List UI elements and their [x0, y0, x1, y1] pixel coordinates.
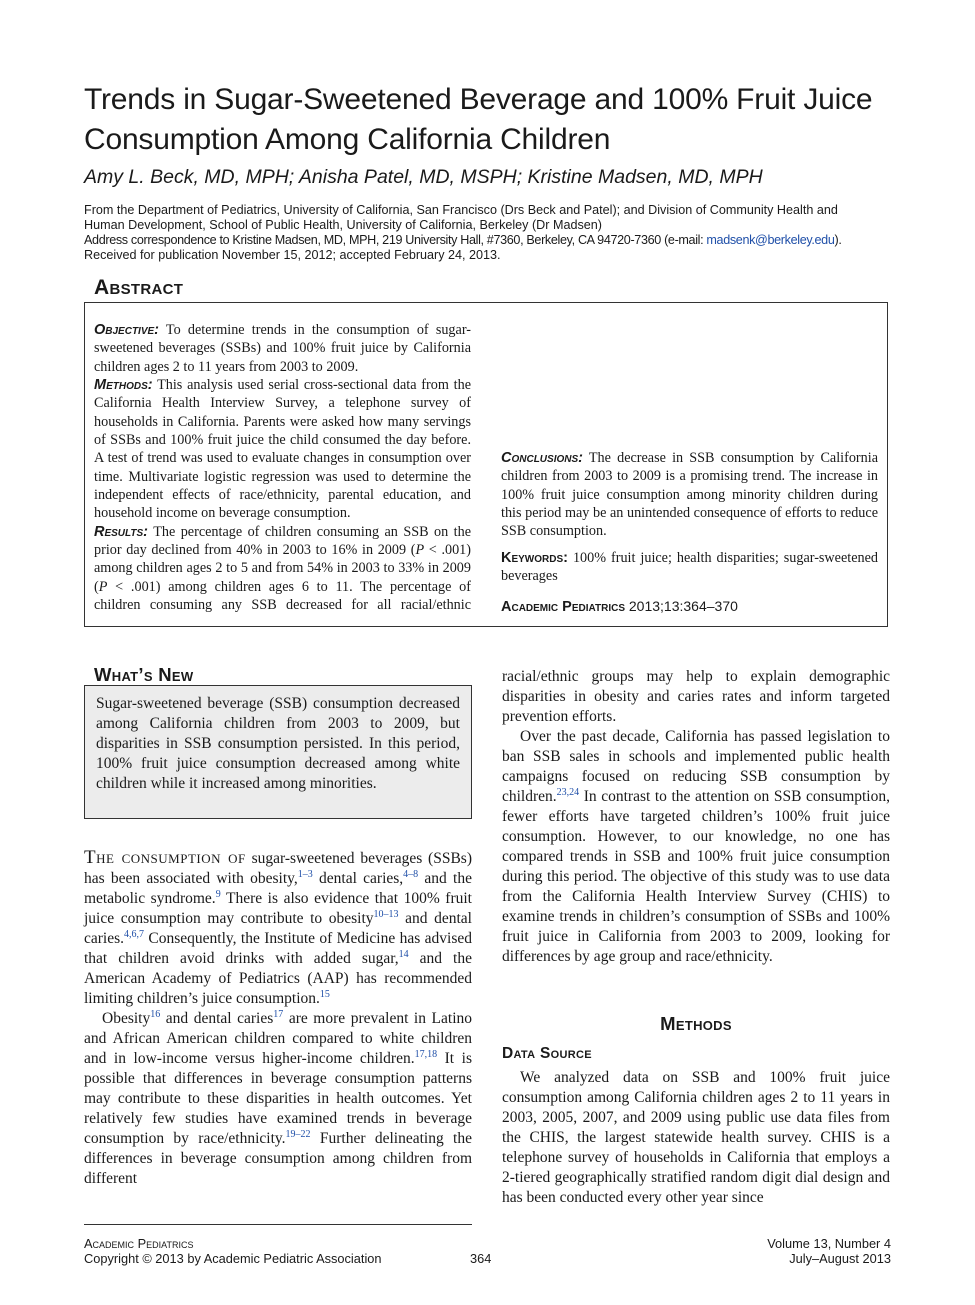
abstract-methods: [94, 376, 471, 523]
abstract-right-column: [501, 321, 878, 617]
abstract-objective: [94, 321, 471, 376]
body-text: sugar-sweetened beverages (SSBs) has been associated with obesity,: [84, 850, 472, 887]
abstract-left-column: [94, 321, 471, 615]
citation-ref[interactable]: 9: [215, 888, 221, 900]
citation-ref[interactable]: 16: [150, 1008, 161, 1020]
body-text: Over the past decade, California has passed legislation to ban SSB sales in schools and implemented public health campaigns focused on reducing SSB consumption by children.: [502, 728, 890, 805]
body-paragraph-3: racial/ethnic groups may help to explain demographic disparities in obesity and caries rates and inform targeted prevention efforts.: [502, 668, 890, 725]
author-list: Amy L. Beck, MD, MPH; Anisha Patel, MD, MSPH; Kristine Madsen, MD, MPH: [84, 166, 763, 188]
correspondence-line: [84, 233, 904, 248]
body-text: and dental caries: [160, 1010, 274, 1027]
paragraph-lead: The consumption of: [84, 847, 246, 868]
affiliation-block: [84, 203, 904, 263]
footer-copyright: Copyright © 2013 by Academic Pediatric Association: [84, 1251, 382, 1266]
citation-ref[interactable]: 1–3: [297, 868, 313, 880]
citation-journal: Academic Pediatrics: [501, 599, 625, 616]
title-line-1: Trends in Sugar-Sweetened Beverage and 100% Fruit Juice: [84, 83, 873, 116]
methods-label: Methods:: [94, 377, 153, 394]
citation-ref[interactable]: 17,18: [414, 1048, 438, 1060]
footer-divider: [84, 1224, 472, 1225]
data-source-text-block: [502, 1068, 890, 1208]
conclusions-label: Conclusions:: [501, 450, 583, 466]
results-p-value-2: P: [98, 578, 108, 595]
citation-ref[interactable]: 10–13: [373, 908, 399, 920]
body-text: and the American Academy of Pediatrics (AAP) has recommended limiting children’s juice consumption.: [84, 950, 472, 1007]
title-line-2: Consumption Among California Children: [84, 123, 611, 156]
body-text: dental caries,: [312, 870, 404, 887]
body-text: In contrast to the attention on SSB consumption, fewer efforts have targeted children’s 100% fruit juice consumption. However, to our knowledge, no one has compared trends in SSB and 100% fruit juice consumption during this period. The objective of this study was to use data from the California Health Interview Survey (CHIS) to examine trends in children’s consumption of SSBs and 100% fruit juice in California from 2003 to 2009, looking for differences by age group and race/ethnicity.: [502, 788, 890, 965]
footer-volume: Volume 13, Number 4: [767, 1236, 891, 1251]
affiliation-line-1: From the Department of Pediatrics, University of California, San Francisco (Drs Beck and Patel); and Division of Community Health and: [84, 203, 838, 217]
methods-heading: Methods: [660, 1013, 732, 1034]
body-paragraph-5: We analyzed data on SSB and 100% fruit juice consumption among California children ages 2 to 11 years in 2003, 2005, 2007, and 2009 using public use data files from the CHIS, the largest statewide health survey. CHIS is a telephone survey of households in California that employs a 2-tiered geographically stratified random digit dial design and has been conducted every other year since: [502, 1069, 890, 1206]
body-paragraph-4: [502, 727, 890, 967]
abstract-results: [94, 523, 471, 615]
objective-text: To determine trends in the consumption of sugar-sweetened beverages (SSBs) and 100% fruit juice by California children ages 2 to 11 years from 2003 to 2009.: [94, 322, 471, 375]
body-text: There is also evidence that 100% fruit juice consumption may contribute to obesity: [84, 890, 472, 927]
article-title: [84, 80, 904, 160]
body-text: It is possible that differences in beverage consumption patterns may contribute to these disparities in health outcomes. Yet relatively few studies have examined trends in beverage consumption by race/ethnicity.: [84, 1050, 472, 1147]
citation-ref: 2013;13:364–370: [625, 598, 738, 615]
body-text: Obesity: [102, 1010, 151, 1027]
citation-ref[interactable]: 17: [273, 1008, 284, 1020]
conclusions-paragraph: [501, 449, 878, 541]
footer-left: [84, 1236, 382, 1266]
correspondence-prefix: Address correspondence to Kristine Madsen, MD, MPH, 219 University Hall, #7360, Berkeley, CA 94720-7360 (e-mail:: [84, 233, 707, 247]
results-p-value-1: P: [415, 542, 425, 559]
body-text: Consequently, the Institute of Medicine has advised that children avoid drinks with added sugar,: [84, 930, 472, 967]
citation-ref[interactable]: 4–8: [403, 868, 419, 880]
body-text: Further delineating the differences in beverage consumption among children from different: [84, 1130, 472, 1187]
whats-new-heading: What’s New: [94, 664, 194, 685]
methods-text: This analysis used serial cross-sectional data from the California Health Interview Survey, a telephone survey of households in California. Parents were asked how many servings of SSBs and 100% fruit juice the child consumed the day before. A test of trend was used to evaluate changes in consumption over time. Multivariate logistic regression was used to determine the independent effects of race/ethnicity, parental education, and household income on beverage consumption.: [94, 377, 471, 522]
body-text: are more prevalent in Latino and African American children compared to white children and in low-income versus higher-income children.: [84, 1010, 473, 1067]
abstract-box: [84, 302, 888, 627]
data-source-heading: Data Source: [502, 1045, 592, 1062]
whats-new-box: [84, 685, 472, 819]
citation-ref[interactable]: 15: [319, 988, 330, 1000]
keywords-label: Keywords:: [501, 549, 568, 566]
abstract-heading: Abstract: [94, 276, 184, 299]
results-text-c: < .001) among children ages 6 to 11. The percentage of children consuming any SSB decreased for all racial/ethnic: [94, 578, 471, 614]
body-paragraph-2: [84, 1009, 472, 1189]
footer-page-number: 364: [470, 1251, 492, 1266]
footer-right: [767, 1236, 891, 1266]
footer-date: July–August 2013: [789, 1251, 891, 1266]
body-text: and the metabolic syndrome.: [84, 870, 472, 907]
objective-label: Objective:: [94, 322, 160, 338]
results-text-b: < .001) among children ages 2 to 5 and from 54% in 2003 to 33% in 2009 (: [94, 542, 471, 595]
keywords-text: 100% fruit juice; health disparities; sugar-sweetened beverages: [501, 549, 878, 585]
body-text: and dental caries.: [84, 910, 472, 947]
results-label: Results:: [94, 523, 149, 540]
correspondence-suffix: ).: [834, 233, 842, 247]
keywords-paragraph: [501, 549, 878, 586]
footer-journal: Academic Pediatrics: [84, 1236, 194, 1251]
citation-line: [501, 597, 878, 616]
conclusions-text: The decrease in SSB consumption by California children from 2003 to 2009 is a promising trend. The increase in 100% fruit juice consumption among minority children during this period may be an unintended consequence of efforts to reduce SSB consumption.: [501, 450, 878, 540]
citation-ref[interactable]: 4,6,7: [124, 928, 145, 940]
body-right-column: [502, 667, 890, 967]
body-paragraph-1: [84, 848, 472, 1009]
received-line: Received for publication November 15, 2012; accepted February 24, 2013.: [84, 248, 501, 262]
citation-ref[interactable]: 19–22: [285, 1128, 311, 1140]
results-text-a: The percentage of children consuming an SSB on the prior day declined from 40% in 2003 to 16% in 2009 (: [94, 523, 471, 559]
citation-ref[interactable]: 14: [398, 948, 409, 960]
citation-ref[interactable]: 23,24: [556, 786, 580, 798]
affiliation-line-2: Human Development, School of Public Health, University of California, Berkeley (Dr Madsen): [84, 218, 602, 232]
whats-new-text: Sugar-sweetened beverage (SSB) consumption decreased among California children from 2003 to 2009, but disparities in SSB consumption persisted. In this period, 100% fruit juice consumption decreased among white children while it increased among minorities.: [96, 695, 460, 792]
body-left-column: [84, 848, 472, 1189]
email-link[interactable]: madsenk@berkeley.edu: [706, 233, 835, 247]
